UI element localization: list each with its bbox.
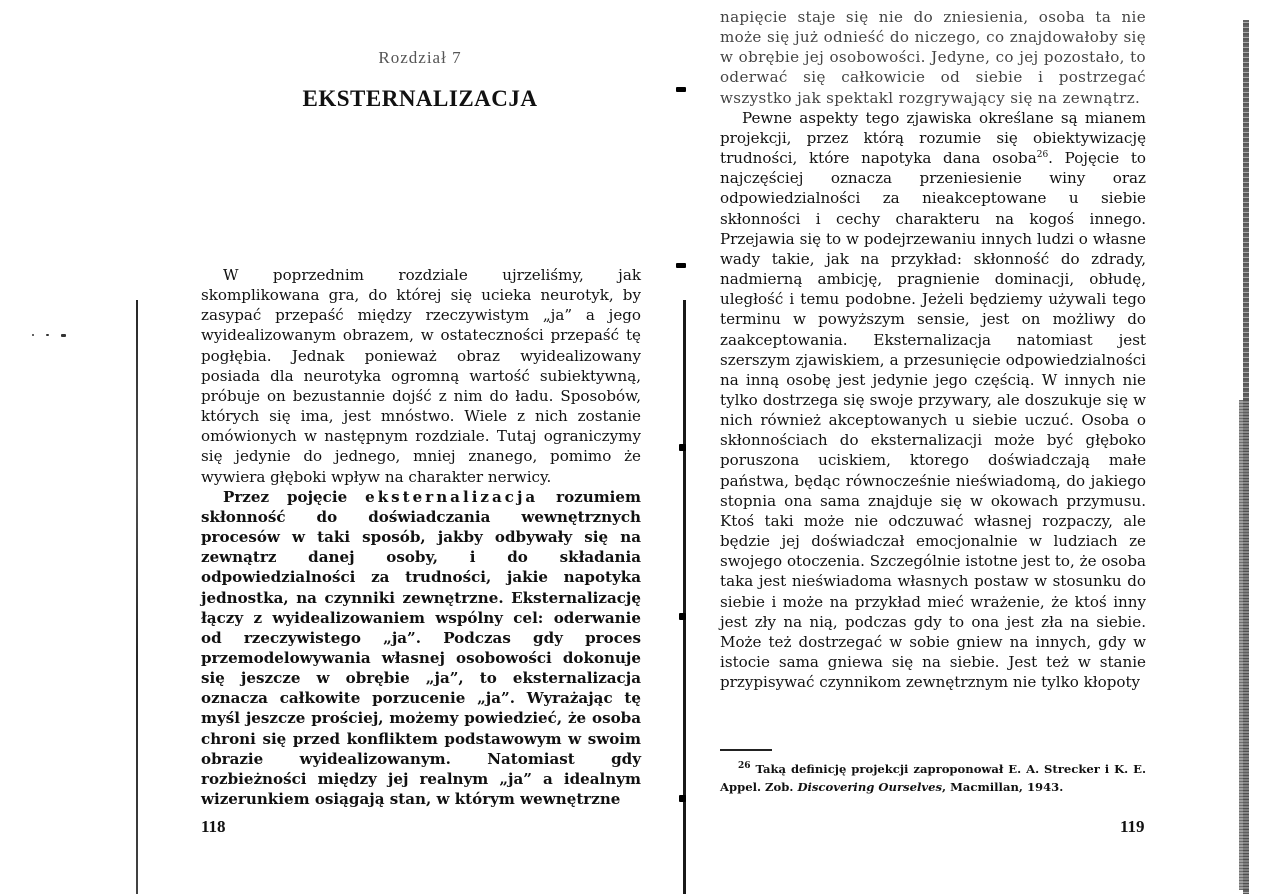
footnote-text-a: Taką definicję projekcji zaproponował E. A. Strecker i K. E. Appel. Zob. xyxy=(720,762,1146,794)
paragraph-definition xyxy=(201,487,641,810)
scan-speck xyxy=(46,334,49,336)
footnote-book-title: Discovering Ourselves xyxy=(797,780,942,794)
footnote-text-b: , Macmillan, 1943. xyxy=(942,780,1064,794)
paragraph-intro: W poprzednim rozdziale ujrzeliśmy, jak skomplikowana gra, do której się ucieka neurotyk, by zasypać przepaść między rzeczywistym „ja” a jego wyidealizowanym obrazem, w ostateczności przepaść tę pogłębia. Jednak ponieważ obraz wyidealizowany posiada dla neurotyka ogromną wartość subiektywną, próbuje on bezustannie dojść z nim do ładu. Sposobów, których się ima, jest mnóstwo. Wiele z nich zostanie omówionych w następnym rozdziale. Tutaj ograniczymy się jedynie do jednego, mniej znanego, pomimo że wywiera głęboki wpływ na charakter nerwicy. xyxy=(201,266,641,486)
page-number-left: 118 xyxy=(201,817,226,836)
binding-mark xyxy=(679,795,686,802)
scan-speck xyxy=(61,334,66,337)
paragraph-rest: rozumiem skłonność do doświadczania wewnętrznych procesów w taki sposób, jakby odbywały się na zewnątrz danej osoby, i do składania odpowiedzialności za trudności, jakie napotyka jednostka, na czynniki zewnętrzne. Eksternalizację łączy z wyidealizowaniem wspólny cel: oderwanie od rzeczywistego „ja”. Podczas gdy proces przemodelowywania własnej osobowości dokonuje się jeszcze w obrębie „ja”, to eksternalizacja oznacza całkowite porzucenie „ja”. Wyrażając tę myśl jeszcze prościej, możemy powiedzieć, że osoba chroni się przed konfliktem podstawowym w swoim obrazie wyidealizowanym. Natomiast gdy rozbieżności między jej realnym „ja” a idealnym wizerunkiem osiągają stan, w którym wewnętrzne xyxy=(201,487,641,809)
chapter-title: EKSTERNALIZACJA xyxy=(302,86,538,111)
page-edge-shadow xyxy=(136,300,138,894)
paragraph-continuation: napięcie staje się nie do zniesienia, osoba ta nie może się już odnieść do niczego, co znajdowałoby się w obrębie jej osobowości. Jedyne, co jej pozostało, to oderwać się całkowicie od siebie i postrzegać wszystko jak spektakl rozgrywający się na zewnątrz. xyxy=(720,8,1146,107)
footnote-number: 26 xyxy=(738,761,751,772)
left-body-text xyxy=(201,265,641,809)
footnote xyxy=(720,760,1146,796)
binding-mark xyxy=(679,444,686,451)
paragraph-lead: Przez pojęcie xyxy=(223,487,366,506)
chapter-label: Rozdział 7 xyxy=(378,48,462,67)
paragraph-part-b: . Pojęcie to najczęściej oznacza przeniesienie winy oraz odpowiedzialności za nieakceptowane u siebie skłonności i cechy charakteru na kogoś innego. Przejawia się to w podejrzewaniu innych ludzi o własne wady takie, jak na przykład: skłonność do zdrady, nadmierną ambicję, pragnienie dominacji, obłudę, uległość i temu podobne. Jeżeli będziemy używali tego terminu w powyższym sensie, jest on możliwy do zaakceptowania. Eksternalizacja natomiast jest szerszym zjawiskiem, a przesunięcie odpowiedzialności na inną osobę jest jedynie jego częścią. W innych nie tylko dostrzega się swoje przywary, ale doszukuje się w nich również akceptowanych u siebie uczuć. Osoba o skłonnościach do eksternalizacji może być głęboko poruszona uciskiem, ktorego doświadczają małe państwa, będąc równocześnie nieświadomą, do jakiego stopnia ona sama znajduje się w okowach przymusu. Ktoś taki może nie odczuwać własnej rozpaczy, ale będzie jej doświadczał emocjonalnie w ludziach ze swojego otoczenia. Szczególnie istotne jest to, że osoba taka jest nieświadoma własnych postaw w stosunku do siebie i może na przykład mieć wrażenie, że ktoś inny jest zły na nią, podczas gdy to ona jest zła na siebie. Może też dostrzegać w sobie gniew na innych, gdy w istocie sama gniewa się na siebie. Jest też w stanie przypisywać czynnikom zewnętrznym nie tylko kłopoty xyxy=(720,149,1146,692)
binding-mark xyxy=(679,613,686,620)
scan-speck xyxy=(32,334,34,336)
paragraph-part-a: Pewne aspekty tego zjawiska określane są mianem projekcji, przez którą rozumie się obiektywizację trudności, które napotyka dana osoba xyxy=(720,108,1146,168)
defined-term: eksternalizacja xyxy=(365,487,539,506)
book-gutter xyxy=(683,300,686,894)
paragraph-projection xyxy=(720,108,1146,693)
right-body-text xyxy=(720,7,1146,692)
page-stack-edge xyxy=(1243,20,1249,894)
page-number-right: 119 xyxy=(1120,817,1145,836)
binding-mark xyxy=(676,87,686,92)
binding-mark xyxy=(676,263,686,268)
right-page xyxy=(690,0,1262,894)
footnote-divider xyxy=(720,749,772,751)
footnote-reference[interactable]: 26 xyxy=(1036,150,1049,161)
